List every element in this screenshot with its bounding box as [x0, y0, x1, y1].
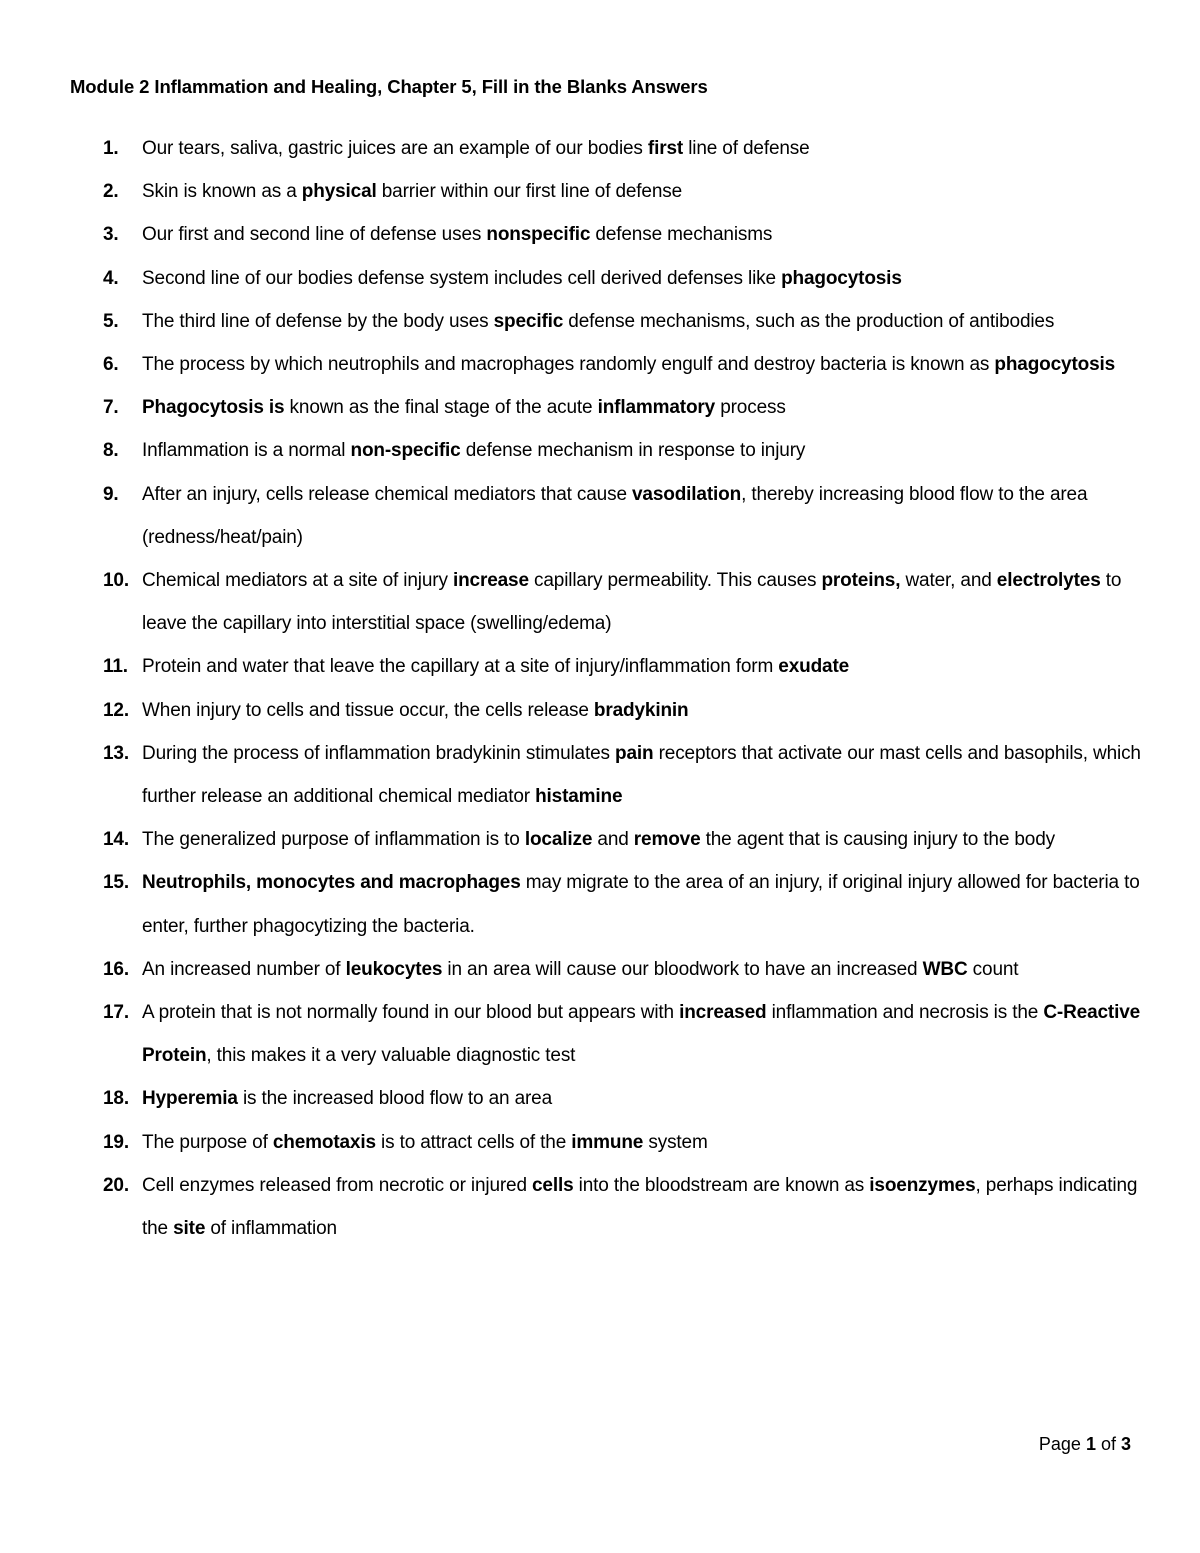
answer-term: Neutrophils, monocytes and macrophages: [142, 872, 521, 894]
item-text-segment: Our first and second line of defense uses: [142, 224, 487, 246]
item-text: [142, 1132, 708, 1153]
answer-term: vasodilation: [632, 483, 742, 505]
item-text-segment: A protein that is not normally found in our blood but appears with: [142, 1002, 680, 1024]
item-number: 8.: [103, 440, 119, 462]
item-text: [142, 484, 1087, 548]
answer-item-7: [103, 386, 1143, 429]
item-text: [142, 743, 1141, 807]
item-number: 7.: [103, 397, 119, 419]
answer-item-8: [103, 429, 1143, 472]
answer-item-5: [103, 300, 1143, 343]
item-number: 15.: [103, 872, 129, 894]
answer-item-1: [103, 127, 1143, 170]
item-text-segment: , this makes it a very valuable diagnostic test: [206, 1045, 576, 1067]
item-text-segment: is the increased blood flow to an area: [237, 1088, 552, 1110]
item-text-segment: After an injury, cells release chemical mediators that cause: [142, 483, 632, 505]
item-text: [142, 1175, 1137, 1239]
item-text: [142, 1002, 1140, 1066]
answer-list: [103, 127, 1143, 1250]
item-text-segment: Skin is known as a: [142, 181, 302, 203]
item-text-segment: in an area will cause our bloodwork to have an increased: [442, 958, 923, 980]
answer-item-12: [103, 689, 1143, 732]
item-text-segment: may migrate to the area of an injury, if original injury allowed for bacteria to enter, further phagocytizing the bacteria.: [142, 872, 1140, 937]
item-text-segment: into the bloodstream are known as: [573, 1174, 870, 1196]
item-text-segment: During the process of inflammation bradykinin stimulates: [142, 742, 616, 764]
answer-item-18: [103, 1077, 1143, 1120]
item-text-segment: count: [967, 958, 1019, 980]
item-text-segment: , perhaps indicating the: [142, 1174, 1138, 1240]
item-text-segment: Chemical mediators at a site of injury: [142, 570, 453, 592]
answer-term: non-specific: [350, 440, 461, 462]
answer-term: nonspecific: [486, 224, 591, 246]
item-number: 13.: [103, 742, 129, 764]
item-number: 17.: [103, 1002, 129, 1024]
answer-term: first: [647, 138, 684, 159]
item-number: 5.: [103, 310, 119, 332]
item-text: [142, 311, 1054, 332]
item-number: 16.: [103, 958, 129, 980]
answer-item-4: [103, 257, 1143, 300]
answer-term: increased: [679, 1002, 767, 1024]
item-text-segment: known as the final stage of the acute: [284, 397, 598, 419]
answer-term: leukocytes: [345, 958, 443, 980]
answer-term: exudate: [778, 656, 850, 678]
item-text: [142, 829, 1055, 850]
answer-item-10: [103, 559, 1143, 645]
item-text-segment: capillary permeability. This causes: [528, 570, 822, 592]
item-number: 9.: [103, 483, 119, 505]
item-text-segment: The third line of defense by the body uses: [142, 310, 494, 332]
answer-item-17: [103, 991, 1143, 1077]
answer-term: phagocytosis: [781, 267, 902, 289]
item-text-segment: defense mechanisms, such as the production of antibodies: [563, 310, 1055, 332]
item-text: [142, 181, 682, 202]
item-number: 6.: [103, 354, 119, 376]
item-text: [142, 138, 810, 159]
item-number: 4.: [103, 267, 119, 289]
answer-term: pain: [615, 742, 654, 764]
item-number: 2.: [103, 181, 119, 203]
item-text-segment: receptors that activate our mast cells and basophils, which further release an additional chemical mediator: [142, 742, 1141, 808]
answer-item-14: [103, 818, 1143, 861]
item-text-segment: , thereby increasing blood flow to the area (redness/heat/pain): [142, 483, 1088, 548]
item-text-segment: The process by which neutrophils and macrophages randomly engulf and destroy bacteria is known as: [142, 354, 995, 376]
answer-term: phagocytosis: [994, 354, 1116, 376]
item-text-segment: system: [643, 1131, 708, 1153]
item-number: 14.: [103, 829, 129, 851]
item-text-segment: water, and: [900, 570, 997, 592]
item-text-segment: process: [715, 397, 786, 419]
item-text: [142, 570, 1121, 634]
answer-term: C-Reactive Protein: [142, 1002, 1141, 1067]
item-text: [142, 440, 805, 461]
answer-term: histamine: [535, 786, 623, 808]
item-text-segment: Our tears, saliva, gastric juices are an example of our bodies: [142, 138, 648, 159]
item-text-segment: defense mechanisms: [590, 224, 773, 246]
answer-term: site: [173, 1218, 206, 1240]
answer-term: increase: [452, 570, 529, 592]
answer-item-13: [103, 732, 1143, 818]
item-number: 18.: [103, 1088, 129, 1110]
answer-term: specific: [493, 310, 564, 332]
answer-item-3: [103, 213, 1143, 256]
item-text-segment: The purpose of: [142, 1131, 273, 1153]
answer-term: electrolytes: [996, 570, 1101, 592]
answer-item-2: [103, 170, 1143, 213]
item-text-segment: line of defense: [683, 138, 810, 159]
page-number-footer: [1039, 1430, 1131, 1458]
total-pages-number: 3: [1120, 1434, 1131, 1454]
answer-item-15: [103, 861, 1143, 947]
answer-term: immune: [571, 1131, 644, 1153]
item-text: [142, 268, 902, 289]
item-text-segment: An increased number of: [142, 958, 346, 980]
item-text: [142, 224, 772, 245]
answer-term: Hyperemia: [142, 1088, 238, 1110]
item-text-segment: and: [592, 829, 634, 851]
answer-term: isoenzymes: [869, 1174, 976, 1196]
item-text-segment: When injury to cells and tissue occur, the cells release: [142, 699, 594, 721]
item-text: [142, 656, 849, 677]
item-text-segment: Protein and water that leave the capillary at a site of injury/inflammation form: [142, 656, 779, 678]
item-number: 12.: [103, 699, 129, 721]
item-text-segment: The generalized purpose of inflammation is to: [142, 829, 525, 851]
answer-term: proteins,: [821, 570, 901, 592]
item-text-segment: barrier within our first line of defense: [376, 181, 683, 203]
item-number: 10.: [103, 570, 129, 592]
answer-term: chemotaxis: [272, 1131, 376, 1153]
item-text: [142, 354, 1115, 375]
item-text-segment: is to attract cells of the: [375, 1131, 572, 1153]
item-text-segment: inflammation and necrosis is the: [766, 1002, 1044, 1024]
item-text-segment: Second line of our bodies defense system includes cell derived defenses like: [142, 267, 782, 289]
page-of-label: of: [1095, 1434, 1121, 1454]
item-number: 20.: [103, 1174, 129, 1196]
answer-item-6: [103, 343, 1143, 386]
current-page-number: 1: [1085, 1434, 1096, 1454]
answer-term: remove: [633, 829, 701, 851]
answer-term: cells: [532, 1174, 574, 1196]
answer-term: localize: [524, 829, 593, 851]
answer-item-19: [103, 1121, 1143, 1164]
item-text: [142, 1088, 552, 1109]
item-text-segment: to leave the capillary into interstitial space (swelling/edema): [142, 570, 1122, 635]
item-text: [142, 959, 1018, 980]
answer-item-11: [103, 645, 1143, 688]
item-number: 11.: [103, 656, 128, 678]
answer-term: inflammatory: [597, 397, 716, 419]
item-number: 1.: [103, 138, 119, 159]
item-number: 19.: [103, 1131, 129, 1153]
answer-term: physical: [301, 181, 377, 203]
item-text: [142, 397, 786, 418]
item-text-segment: defense mechanism in response to injury: [460, 440, 806, 462]
item-number: 3.: [103, 224, 119, 246]
item-text-segment: of inflammation: [205, 1218, 337, 1240]
page-label: Page: [1038, 1434, 1086, 1454]
answer-item-9: [103, 473, 1143, 559]
item-text: [142, 700, 688, 721]
item-text: [142, 872, 1140, 936]
item-text-segment: the agent that is causing injury to the body: [700, 829, 1055, 851]
answer-item-16: [103, 948, 1143, 991]
answer-term: WBC: [922, 958, 968, 980]
document-title: Module 2 Inflammation and Healing, Chapter 5, Fill in the Blanks Answers: [70, 76, 708, 97]
item-text-segment: Inflammation is a normal: [142, 440, 351, 462]
answer-item-20: [103, 1164, 1143, 1250]
item-text-segment: Cell enzymes released from necrotic or injured: [142, 1174, 533, 1196]
answer-term: Phagocytosis is: [142, 397, 285, 419]
answer-term: bradykinin: [593, 699, 689, 721]
